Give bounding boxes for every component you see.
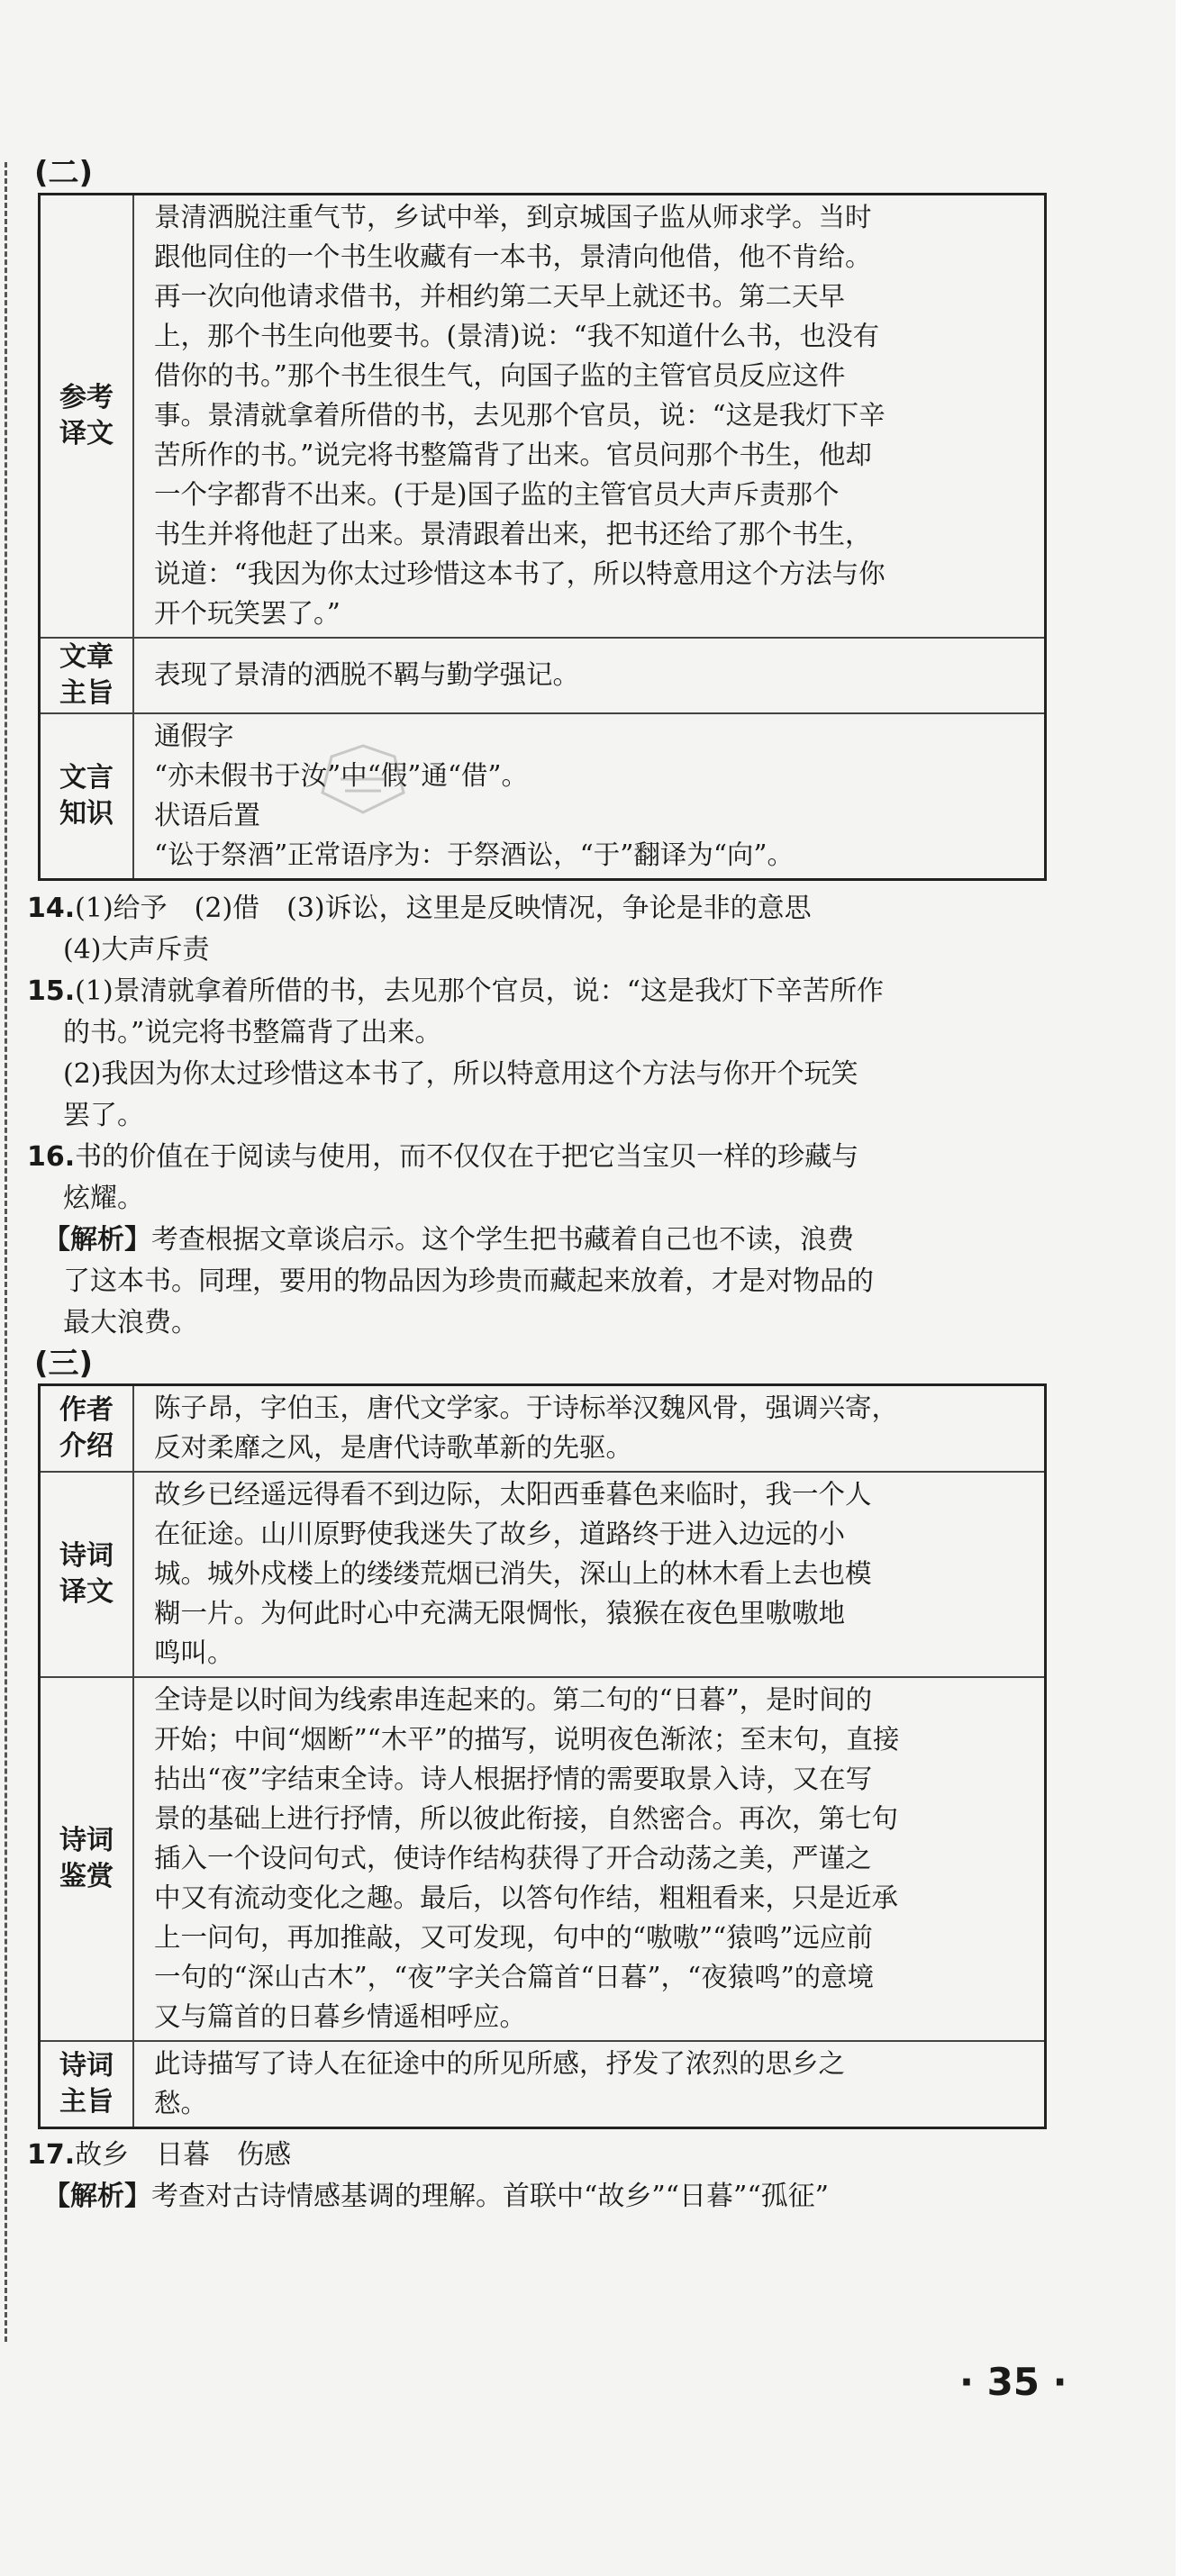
content-line: 开个玩笑罢了。”: [154, 598, 341, 629]
watermark-stamp-icon: [313, 739, 413, 820]
table-row: [40, 195, 1046, 639]
content-line: 愁。: [154, 2088, 208, 2118]
content-line: “亦未假书于汝”中“假”通“借”。: [154, 760, 528, 791]
question-number: 17.: [27, 2139, 76, 2171]
row-content: [133, 1385, 1046, 1473]
row-label-part: 文言: [59, 762, 114, 794]
answer-14-cont: (4)大声斥责: [63, 934, 210, 966]
answer-15-part2-cont: 罢了。: [63, 1100, 144, 1131]
content-line: 一句的“深山古木”，“夜”字关合篇首“日暮”，“夜猿鸣”的意境: [154, 1962, 875, 1992]
row-content: [133, 1677, 1046, 2041]
content-line: 全诗是以时间为线索串连起来的。第二句的“日暮”，是时间的: [154, 1684, 873, 1715]
table-row: [40, 713, 1046, 880]
analysis-16-cont: 了这本书。同理，要用的物品因为珍贵而藏起来放着，才是对物品的: [63, 1265, 874, 1297]
answer-14: [27, 888, 1054, 930]
answer-15-cont: 的书。”说完将书整篇背了出来。: [63, 1017, 442, 1048]
content-line: 书生并将他赶了出来。景清跟着出来，把书还给了那个书生，: [154, 519, 872, 549]
page-edge: [1176, 0, 1199, 2576]
answer-15: [27, 971, 1054, 1012]
row-label-part: 介绍: [59, 1430, 114, 1462]
analysis-tag: 【解析】: [43, 2181, 151, 2212]
analysis-17: [27, 2176, 1054, 2218]
analysis-16-cont2: 最大浪费。: [63, 1307, 198, 1338]
analysis-tag: 【解析】: [43, 1224, 151, 1256]
content-line: 景的基础上进行抒情，所以彼此衔接，自然密合。再次，第七句: [154, 1803, 899, 1834]
row-label: [40, 2041, 134, 2128]
question-number: 14.: [27, 893, 76, 924]
content-line: 陈子昂，字伯玉，唐代文学家。于诗标举汉魏风骨，强调兴寄，: [154, 1392, 899, 1423]
analysis-text: 考查对古诗情感基调的理解。首联中“故乡”“日暮”“孤征”: [151, 2181, 830, 2212]
row-content: [133, 638, 1046, 713]
row-label-part: 诗词: [59, 1825, 114, 1856]
row-label: [40, 1677, 134, 2041]
content-line: 插入一个设问句式，使诗作结构获得了开合动荡之美，严谨之: [154, 1843, 872, 1873]
content-line: 上一问句，再加推敲，又可发现，句中的“嗷嗷”“猿鸣”远应前: [154, 1922, 873, 1953]
row-label-part: 诗词: [59, 1540, 114, 1572]
content-line: 开始；中间“烟断”“木平”的描写，说明夜色渐浓；至末句，直接: [154, 1724, 900, 1755]
row-label: [40, 1385, 134, 1473]
content-line: 跟他同住的一个书生收藏有一本书，景清向他借，他不肯给。: [154, 241, 872, 272]
answer-text: 书的价值在于阅读与使用，而不仅仅在于把它当宝贝一样的珍藏与: [75, 1141, 859, 1173]
content-line: 事。景清就拿着所借的书，去见那个官员，说：“这是我灯下辛: [154, 400, 886, 431]
content-line: 中又有流动变化之趣。最后，以答句作结，粗粗看来，只是近承: [154, 1882, 899, 1913]
row-label-part: 诗词: [59, 2050, 114, 2082]
content-line: 苦所作的书。”说完将书整篇背了出来。官员问那个书生，他却: [154, 440, 872, 470]
section-heading: (三): [34, 1346, 94, 1382]
content-line: 表现了景清的洒脱不羁与勤学强记。: [154, 659, 580, 690]
question-number: 16.: [27, 1141, 76, 1173]
row-label-part: 作者: [59, 1394, 114, 1426]
table-row: [40, 1677, 1046, 2041]
content-line: 说道：“我因为你太过珍惜这本书了，所以特意用这个方法与你: [154, 558, 886, 589]
answer-text: (1)景清就拿着所借的书，去见那个官员，说：“这是我灯下辛苦所作: [75, 975, 884, 1007]
table-row: [40, 2041, 1046, 2128]
row-content: [133, 2041, 1046, 2128]
content-line: 鸣叫。: [154, 1637, 234, 1668]
table-row: [40, 638, 1046, 713]
content-line: 一个字都背不出来。(于是)国子监的主管官员大声斥责那个: [154, 479, 840, 510]
content-line: “讼于祭酒”正常语序为：于祭酒讼，“于”翻译为“向”。: [154, 839, 794, 870]
content-line: 又与篇首的日暮乡情遥相呼应。: [154, 2001, 527, 2032]
content-line: 状语后置: [154, 800, 261, 830]
table-row: [40, 1385, 1046, 1473]
analysis-16: [27, 1220, 1054, 1261]
row-label: [40, 1472, 134, 1677]
row-label-part: 参考: [59, 382, 114, 413]
row-label: [40, 713, 134, 880]
content-line: 城。城外戍楼上的缕缕荒烟已消失，深山上的林木看上去也模: [154, 1558, 872, 1589]
content-line: 反对柔靡之风，是唐代诗歌革新的先驱。: [154, 1432, 633, 1463]
row-label-part: 主旨: [59, 2086, 114, 2118]
reference-table-2: [38, 193, 1047, 881]
page-number: · 35 ·: [959, 2360, 1067, 2404]
answer-16-cont: 炫耀。: [63, 1183, 144, 1214]
row-label: [40, 638, 134, 713]
row-label: [40, 195, 134, 639]
binding-cut-line: [5, 162, 7, 2342]
content-line: 在征途。山川原野使我迷失了故乡，道路终于进入边远的小: [154, 1519, 846, 1549]
row-content: [133, 713, 1046, 880]
row-label-part: 主旨: [59, 677, 114, 709]
row-content: [133, 195, 1046, 639]
content-line: 糊一片。为何此时心中充满无限惆怅，猿猴在夜色里嗷嗷地: [154, 1598, 846, 1628]
analysis-text: 考查根据文章谈启示。这个学生把书藏着自己也不读，浪费: [151, 1224, 854, 1256]
row-label-part: 译文: [59, 418, 114, 449]
answer-15-part2: (2)我因为你太过珍惜这本书了，所以特意用这个方法与你开个玩笑: [63, 1058, 858, 1090]
content-line: 通假字: [154, 721, 234, 751]
content-line: 借你的书。”那个书生很生气，向国子监的主管官员反应这件: [154, 360, 846, 391]
row-label-part: 知识: [59, 798, 114, 830]
content-line: 此诗描写了诗人在征途中的所见所感，抒发了浓烈的思乡之: [154, 2048, 846, 2079]
answer-text: 故乡 日暮 伤感: [75, 2139, 292, 2171]
content-line: 景清洒脱注重气节，乡试中举，到京城国子监从师求学。当时: [154, 202, 872, 232]
content-line: 再一次向他请求借书，并相约第二天早上就还书。第二天早: [154, 281, 846, 312]
answer-17: [27, 2135, 1054, 2176]
section-heading: (二): [34, 155, 94, 191]
row-label-part: 文章: [59, 641, 114, 673]
row-label-part: 鉴赏: [59, 1861, 114, 1892]
reference-table-3: [38, 1383, 1047, 2129]
question-number: 15.: [27, 975, 76, 1007]
answer-16: [27, 1137, 1054, 1178]
answer-text: (1)给予 (2)借 (3)诉讼，这里是反映情况，争论是非的意思: [75, 893, 812, 924]
content-line: 拈出“夜”字结束全诗。诗人根据抒情的需要取景入诗，又在写: [154, 1764, 873, 1794]
page-content: [27, 153, 1054, 2218]
row-label-part: 译文: [59, 1576, 114, 1608]
content-line: 故乡已经遥远得看不到边际，太阳西垂暮色来临时，我一个人: [154, 1479, 872, 1510]
table-row: [40, 1472, 1046, 1677]
content-line: 上，那个书生向他要书。(景清)说：“我不知道什么书，也没有: [154, 321, 880, 351]
row-content: [133, 1472, 1046, 1677]
